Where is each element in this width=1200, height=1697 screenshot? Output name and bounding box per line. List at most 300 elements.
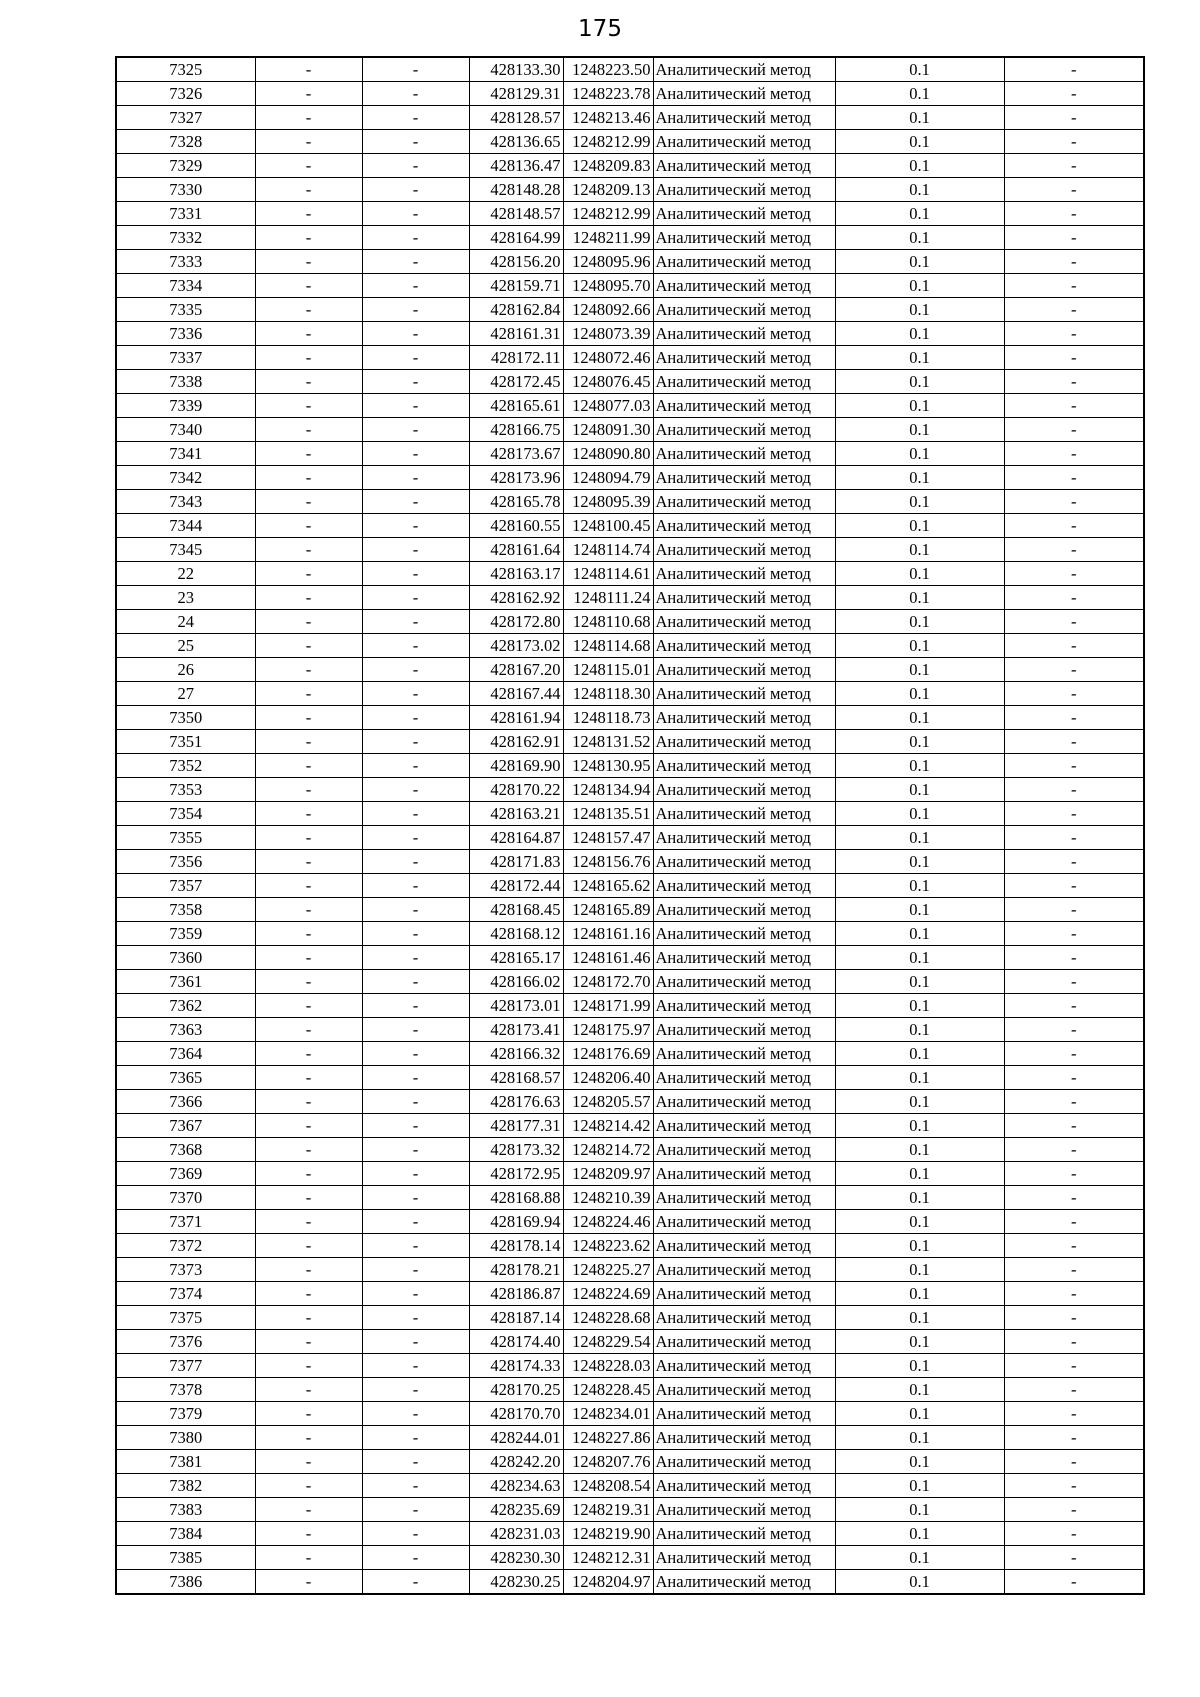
point-number-cell: 7386 — [116, 1570, 255, 1595]
point-number-cell: 7340 — [116, 418, 255, 442]
table-row — [116, 394, 1144, 418]
x-coordinate-cell: 428164.87 — [469, 826, 563, 850]
value-cell-b: - — [362, 994, 469, 1018]
point-number-cell: 7334 — [116, 274, 255, 298]
x-coordinate-cell: 428172.44 — [469, 874, 563, 898]
point-number-cell: 7356 — [116, 850, 255, 874]
y-coordinate-cell: 1248224.46 — [563, 1210, 653, 1234]
method-cell: Аналитический метод — [653, 1114, 835, 1138]
method-cell: Аналитический метод — [653, 874, 835, 898]
accuracy-cell: 0.1 — [835, 1234, 1004, 1258]
method-cell: Аналитический метод — [653, 586, 835, 610]
accuracy-cell: 0.1 — [835, 1090, 1004, 1114]
y-coordinate-cell: 1248115.01 — [563, 658, 653, 682]
table-row — [116, 1234, 1144, 1258]
point-number-cell: 7341 — [116, 442, 255, 466]
value-cell-b: - — [362, 178, 469, 202]
x-coordinate-cell: 428164.99 — [469, 226, 563, 250]
y-coordinate-cell: 1248091.30 — [563, 418, 653, 442]
x-coordinate-cell: 428176.63 — [469, 1090, 563, 1114]
table-row — [116, 682, 1144, 706]
x-coordinate-cell: 428172.95 — [469, 1162, 563, 1186]
accuracy-cell: 0.1 — [835, 1210, 1004, 1234]
y-coordinate-cell: 1248114.68 — [563, 634, 653, 658]
value-cell-b: - — [362, 1210, 469, 1234]
value-cell-z: - — [1004, 706, 1144, 730]
method-cell: Аналитический метод — [653, 82, 835, 106]
accuracy-cell: 0.1 — [835, 106, 1004, 130]
value-cell-a: - — [255, 682, 362, 706]
method-cell: Аналитический метод — [653, 1378, 835, 1402]
x-coordinate-cell: 428174.33 — [469, 1354, 563, 1378]
point-number-cell: 7336 — [116, 322, 255, 346]
y-coordinate-cell: 1248209.83 — [563, 154, 653, 178]
y-coordinate-cell: 1248176.69 — [563, 1042, 653, 1066]
value-cell-z: - — [1004, 1546, 1144, 1570]
y-coordinate-cell: 1248118.30 — [563, 682, 653, 706]
table-row — [116, 658, 1144, 682]
table-row — [116, 1186, 1144, 1210]
table-row — [116, 514, 1144, 538]
table-row — [116, 250, 1144, 274]
value-cell-a: - — [255, 1234, 362, 1258]
point-number-cell: 7372 — [116, 1234, 255, 1258]
x-coordinate-cell: 428168.45 — [469, 898, 563, 922]
accuracy-cell: 0.1 — [835, 1162, 1004, 1186]
x-coordinate-cell: 428128.57 — [469, 106, 563, 130]
value-cell-z: - — [1004, 850, 1144, 874]
method-cell: Аналитический метод — [653, 1330, 835, 1354]
y-coordinate-cell: 1248212.99 — [563, 202, 653, 226]
accuracy-cell: 0.1 — [835, 1066, 1004, 1090]
point-number-cell: 7342 — [116, 466, 255, 490]
accuracy-cell: 0.1 — [835, 634, 1004, 658]
table-row — [116, 634, 1144, 658]
table-row — [116, 1402, 1144, 1426]
y-coordinate-cell: 1248111.24 — [563, 586, 653, 610]
table-row — [116, 730, 1144, 754]
table-row — [116, 1042, 1144, 1066]
value-cell-a: - — [255, 970, 362, 994]
y-coordinate-cell: 1248211.99 — [563, 226, 653, 250]
x-coordinate-cell: 428168.12 — [469, 922, 563, 946]
value-cell-z: - — [1004, 898, 1144, 922]
table-row — [116, 442, 1144, 466]
value-cell-b: - — [362, 1042, 469, 1066]
value-cell-b: - — [362, 730, 469, 754]
value-cell-b: - — [362, 1282, 469, 1306]
x-coordinate-cell: 428162.84 — [469, 298, 563, 322]
value-cell-b: - — [362, 874, 469, 898]
value-cell-b: - — [362, 922, 469, 946]
y-coordinate-cell: 1248156.76 — [563, 850, 653, 874]
method-cell: Аналитический метод — [653, 610, 835, 634]
point-number-cell: 7377 — [116, 1354, 255, 1378]
y-coordinate-cell: 1248135.51 — [563, 802, 653, 826]
point-number-cell: 7384 — [116, 1522, 255, 1546]
table-row — [116, 57, 1144, 82]
point-number-cell: 7344 — [116, 514, 255, 538]
method-cell: Аналитический метод — [653, 1090, 835, 1114]
y-coordinate-cell: 1248225.27 — [563, 1258, 653, 1282]
accuracy-cell: 0.1 — [835, 586, 1004, 610]
point-number-cell: 7379 — [116, 1402, 255, 1426]
value-cell-b: - — [362, 1546, 469, 1570]
value-cell-b: - — [362, 466, 469, 490]
value-cell-b: - — [362, 490, 469, 514]
value-cell-b: - — [362, 394, 469, 418]
value-cell-a: - — [255, 1210, 362, 1234]
table-row — [116, 1138, 1144, 1162]
accuracy-cell: 0.1 — [835, 1186, 1004, 1210]
y-coordinate-cell: 1248157.47 — [563, 826, 653, 850]
value-cell-a: - — [255, 658, 362, 682]
x-coordinate-cell: 428136.47 — [469, 154, 563, 178]
point-number-cell: 7337 — [116, 346, 255, 370]
value-cell-b: - — [362, 682, 469, 706]
method-cell: Аналитический метод — [653, 1162, 835, 1186]
y-coordinate-cell: 1248095.39 — [563, 490, 653, 514]
accuracy-cell: 0.1 — [835, 994, 1004, 1018]
accuracy-cell: 0.1 — [835, 1522, 1004, 1546]
table-row — [116, 1570, 1144, 1595]
value-cell-b: - — [362, 1354, 469, 1378]
value-cell-z: - — [1004, 802, 1144, 826]
value-cell-z: - — [1004, 1090, 1144, 1114]
y-coordinate-cell: 1248206.40 — [563, 1066, 653, 1090]
value-cell-b: - — [362, 202, 469, 226]
value-cell-a: - — [255, 370, 362, 394]
x-coordinate-cell: 428173.02 — [469, 634, 563, 658]
method-cell: Аналитический метод — [653, 178, 835, 202]
value-cell-a: - — [255, 514, 362, 538]
point-number-cell: 7383 — [116, 1498, 255, 1522]
value-cell-a: - — [255, 394, 362, 418]
value-cell-a: - — [255, 778, 362, 802]
table-row — [116, 466, 1144, 490]
value-cell-b: - — [362, 274, 469, 298]
method-cell: Аналитический метод — [653, 1306, 835, 1330]
value-cell-a: - — [255, 562, 362, 586]
accuracy-cell: 0.1 — [835, 922, 1004, 946]
accuracy-cell: 0.1 — [835, 130, 1004, 154]
x-coordinate-cell: 428173.32 — [469, 1138, 563, 1162]
value-cell-z: - — [1004, 106, 1144, 130]
value-cell-z: - — [1004, 1186, 1144, 1210]
x-coordinate-cell: 428148.28 — [469, 178, 563, 202]
value-cell-z: - — [1004, 274, 1144, 298]
table-row — [116, 1090, 1144, 1114]
point-number-cell: 25 — [116, 634, 255, 658]
value-cell-z: - — [1004, 730, 1144, 754]
point-number-cell: 7368 — [116, 1138, 255, 1162]
accuracy-cell: 0.1 — [835, 154, 1004, 178]
accuracy-cell: 0.1 — [835, 322, 1004, 346]
accuracy-cell: 0.1 — [835, 874, 1004, 898]
point-number-cell: 26 — [116, 658, 255, 682]
value-cell-a: - — [255, 202, 362, 226]
value-cell-a: - — [255, 1450, 362, 1474]
value-cell-a: - — [255, 250, 362, 274]
value-cell-a: - — [255, 634, 362, 658]
value-cell-b: - — [362, 946, 469, 970]
y-coordinate-cell: 1248095.96 — [563, 250, 653, 274]
y-coordinate-cell: 1248165.89 — [563, 898, 653, 922]
point-number-cell: 7333 — [116, 250, 255, 274]
table-row — [116, 1258, 1144, 1282]
point-number-cell: 7350 — [116, 706, 255, 730]
method-cell: Аналитический метод — [653, 154, 835, 178]
y-coordinate-cell: 1248171.99 — [563, 994, 653, 1018]
method-cell: Аналитический метод — [653, 658, 835, 682]
method-cell: Аналитический метод — [653, 466, 835, 490]
point-number-cell: 7359 — [116, 922, 255, 946]
accuracy-cell: 0.1 — [835, 898, 1004, 922]
value-cell-z: - — [1004, 1378, 1144, 1402]
value-cell-a: - — [255, 1306, 362, 1330]
x-coordinate-cell: 428163.17 — [469, 562, 563, 586]
method-cell: Аналитический метод — [653, 730, 835, 754]
x-coordinate-cell: 428162.91 — [469, 730, 563, 754]
y-coordinate-cell: 1248165.62 — [563, 874, 653, 898]
value-cell-a: - — [255, 1258, 362, 1282]
accuracy-cell: 0.1 — [835, 658, 1004, 682]
method-cell: Аналитический метод — [653, 706, 835, 730]
accuracy-cell: 0.1 — [835, 1450, 1004, 1474]
method-cell: Аналитический метод — [653, 106, 835, 130]
value-cell-z: - — [1004, 610, 1144, 634]
value-cell-b: - — [362, 562, 469, 586]
accuracy-cell: 0.1 — [835, 250, 1004, 274]
method-cell: Аналитический метод — [653, 946, 835, 970]
x-coordinate-cell: 428165.61 — [469, 394, 563, 418]
y-coordinate-cell: 1248134.94 — [563, 778, 653, 802]
y-coordinate-cell: 1248210.39 — [563, 1186, 653, 1210]
x-coordinate-cell: 428156.20 — [469, 250, 563, 274]
y-coordinate-cell: 1248205.57 — [563, 1090, 653, 1114]
point-number-cell: 7374 — [116, 1282, 255, 1306]
x-coordinate-cell: 428165.17 — [469, 946, 563, 970]
value-cell-a: - — [255, 1066, 362, 1090]
table-row — [116, 274, 1144, 298]
x-coordinate-cell: 428171.83 — [469, 850, 563, 874]
method-cell: Аналитический метод — [653, 130, 835, 154]
table-row — [116, 1522, 1144, 1546]
value-cell-b: - — [362, 850, 469, 874]
value-cell-a: - — [255, 154, 362, 178]
value-cell-b: - — [362, 970, 469, 994]
value-cell-z: - — [1004, 1522, 1144, 1546]
value-cell-a: - — [255, 1570, 362, 1595]
value-cell-a: - — [255, 418, 362, 442]
value-cell-b: - — [362, 1066, 469, 1090]
value-cell-b: - — [362, 1498, 469, 1522]
table-row — [116, 538, 1144, 562]
method-cell: Аналитический метод — [653, 970, 835, 994]
table-row — [116, 1354, 1144, 1378]
value-cell-b: - — [362, 106, 469, 130]
table-row — [116, 154, 1144, 178]
x-coordinate-cell: 428167.44 — [469, 682, 563, 706]
table-row — [116, 1474, 1144, 1498]
y-coordinate-cell: 1248114.74 — [563, 538, 653, 562]
point-number-cell: 7335 — [116, 298, 255, 322]
y-coordinate-cell: 1248130.95 — [563, 754, 653, 778]
value-cell-z: - — [1004, 1306, 1144, 1330]
y-coordinate-cell: 1248209.13 — [563, 178, 653, 202]
value-cell-z: - — [1004, 970, 1144, 994]
value-cell-z: - — [1004, 1450, 1144, 1474]
y-coordinate-cell: 1248076.45 — [563, 370, 653, 394]
x-coordinate-cell: 428163.21 — [469, 802, 563, 826]
value-cell-a: - — [255, 466, 362, 490]
y-coordinate-cell: 1248077.03 — [563, 394, 653, 418]
value-cell-z: - — [1004, 1042, 1144, 1066]
value-cell-a: - — [255, 274, 362, 298]
point-number-cell: 7358 — [116, 898, 255, 922]
value-cell-b: - — [362, 1450, 469, 1474]
value-cell-b: - — [362, 1474, 469, 1498]
accuracy-cell: 0.1 — [835, 1042, 1004, 1066]
point-number-cell: 7380 — [116, 1426, 255, 1450]
value-cell-a: - — [255, 826, 362, 850]
value-cell-a: - — [255, 346, 362, 370]
accuracy-cell: 0.1 — [835, 370, 1004, 394]
method-cell: Аналитический метод — [653, 57, 835, 82]
method-cell: Аналитический метод — [653, 754, 835, 778]
accuracy-cell: 0.1 — [835, 1426, 1004, 1450]
method-cell: Аналитический метод — [653, 442, 835, 466]
y-coordinate-cell: 1248172.70 — [563, 970, 653, 994]
point-number-cell: 7352 — [116, 754, 255, 778]
table-row — [116, 970, 1144, 994]
y-coordinate-cell: 1248090.80 — [563, 442, 653, 466]
table-row — [116, 178, 1144, 202]
value-cell-z: - — [1004, 658, 1144, 682]
y-coordinate-cell: 1248209.97 — [563, 1162, 653, 1186]
value-cell-b: - — [362, 634, 469, 658]
value-cell-b: - — [362, 610, 469, 634]
accuracy-cell: 0.1 — [835, 346, 1004, 370]
value-cell-a: - — [255, 1474, 362, 1498]
point-number-cell: 7354 — [116, 802, 255, 826]
x-coordinate-cell: 428136.65 — [469, 130, 563, 154]
method-cell: Аналитический метод — [653, 922, 835, 946]
accuracy-cell: 0.1 — [835, 1570, 1004, 1595]
y-coordinate-cell: 1248219.90 — [563, 1522, 653, 1546]
value-cell-a: - — [255, 538, 362, 562]
method-cell: Аналитический метод — [653, 202, 835, 226]
value-cell-a: - — [255, 730, 362, 754]
y-coordinate-cell: 1248073.39 — [563, 322, 653, 346]
value-cell-z: - — [1004, 370, 1144, 394]
value-cell-a: - — [255, 1378, 362, 1402]
x-coordinate-cell: 428230.25 — [469, 1570, 563, 1595]
value-cell-z: - — [1004, 1474, 1144, 1498]
table-row — [116, 1282, 1144, 1306]
value-cell-z: - — [1004, 226, 1144, 250]
x-coordinate-cell: 428161.31 — [469, 322, 563, 346]
x-coordinate-cell: 428231.03 — [469, 1522, 563, 1546]
x-coordinate-cell: 428187.14 — [469, 1306, 563, 1330]
value-cell-b: - — [362, 370, 469, 394]
value-cell-z: - — [1004, 1570, 1144, 1595]
y-coordinate-cell: 1248208.54 — [563, 1474, 653, 1498]
accuracy-cell: 0.1 — [835, 1402, 1004, 1426]
method-cell: Аналитический метод — [653, 802, 835, 826]
point-number-cell: 7378 — [116, 1378, 255, 1402]
value-cell-z: - — [1004, 946, 1144, 970]
x-coordinate-cell: 428173.01 — [469, 994, 563, 1018]
value-cell-z: - — [1004, 1114, 1144, 1138]
value-cell-z: - — [1004, 994, 1144, 1018]
value-cell-z: - — [1004, 154, 1144, 178]
y-coordinate-cell: 1248224.69 — [563, 1282, 653, 1306]
y-coordinate-cell: 1248175.97 — [563, 1018, 653, 1042]
value-cell-b: - — [362, 442, 469, 466]
x-coordinate-cell: 428172.45 — [469, 370, 563, 394]
accuracy-cell: 0.1 — [835, 1378, 1004, 1402]
value-cell-b: - — [362, 514, 469, 538]
accuracy-cell: 0.1 — [835, 754, 1004, 778]
value-cell-z: - — [1004, 466, 1144, 490]
value-cell-a: - — [255, 1162, 362, 1186]
point-number-cell: 7351 — [116, 730, 255, 754]
value-cell-z: - — [1004, 1210, 1144, 1234]
y-coordinate-cell: 1248100.45 — [563, 514, 653, 538]
method-cell: Аналитический метод — [653, 1234, 835, 1258]
x-coordinate-cell: 428168.57 — [469, 1066, 563, 1090]
x-coordinate-cell: 428166.75 — [469, 418, 563, 442]
accuracy-cell: 0.1 — [835, 610, 1004, 634]
accuracy-cell: 0.1 — [835, 538, 1004, 562]
table-row — [116, 1450, 1144, 1474]
value-cell-b: - — [362, 1402, 469, 1426]
value-cell-a: - — [255, 130, 362, 154]
point-number-cell: 7365 — [116, 1066, 255, 1090]
table-row — [116, 1114, 1144, 1138]
method-cell: Аналитический метод — [653, 1546, 835, 1570]
method-cell: Аналитический метод — [653, 490, 835, 514]
accuracy-cell: 0.1 — [835, 1354, 1004, 1378]
value-cell-a: - — [255, 802, 362, 826]
accuracy-cell: 0.1 — [835, 1258, 1004, 1282]
value-cell-z: - — [1004, 1258, 1144, 1282]
value-cell-b: - — [362, 130, 469, 154]
method-cell: Аналитический метод — [653, 1210, 835, 1234]
accuracy-cell: 0.1 — [835, 1546, 1004, 1570]
value-cell-a: - — [255, 994, 362, 1018]
table-row — [116, 1546, 1144, 1570]
value-cell-a: - — [255, 898, 362, 922]
table-row — [116, 1162, 1144, 1186]
x-coordinate-cell: 428173.67 — [469, 442, 563, 466]
method-cell: Аналитический метод — [653, 1258, 835, 1282]
point-number-cell: 7375 — [116, 1306, 255, 1330]
method-cell: Аналитический метод — [653, 226, 835, 250]
method-cell: Аналитический метод — [653, 1354, 835, 1378]
method-cell: Аналитический метод — [653, 898, 835, 922]
x-coordinate-cell: 428242.20 — [469, 1450, 563, 1474]
y-coordinate-cell: 1248072.46 — [563, 346, 653, 370]
value-cell-z: - — [1004, 1162, 1144, 1186]
value-cell-a: - — [255, 610, 362, 634]
value-cell-z: - — [1004, 1138, 1144, 1162]
accuracy-cell: 0.1 — [835, 466, 1004, 490]
table-row — [116, 322, 1144, 346]
method-cell: Аналитический метод — [653, 1042, 835, 1066]
value-cell-b: - — [362, 1522, 469, 1546]
